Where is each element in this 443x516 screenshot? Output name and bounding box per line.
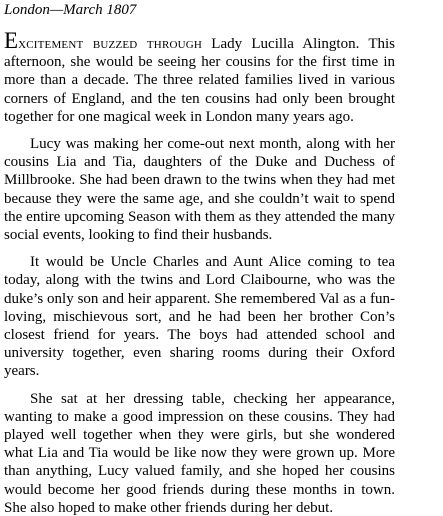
- paragraph-1-text: Lady Lucilla Alington. This afternoon, she would be seeing her cousins for the first time in more than a decade. The three related families lived in various corners of England, and the ten cousins had only been brought together for one magical week in London many years ago.: [4, 36, 395, 125]
- paragraph-1: [4, 28, 395, 126]
- paragraph-4: She sat at her dressing table, checking her appearance, wanting to make a good impression on these cousins. They had played well together when they were girls, but she wondered what Lia and Tia would be like now they were grown up. More than anything, Lucy valued family, and she hoped her cousins would become her good friends during these months in town. She also hoped to make other friends during her debut.: [4, 390, 395, 516]
- chapter-heading: London—March 1807: [4, 2, 137, 18]
- paragraph-3: It would be Uncle Charles and Aunt Alice coming to tea today, along with the twins and Lord Claibourne, who was the duke’s only son and heir apparent. She remembered Val as a fun-loving, mischievous sort, and he had been her brother Con’s closest friend for years. The boys had attended school and university together, even sharing rooms during their Oxford years.: [4, 254, 395, 380]
- body-text: [4, 28, 395, 516]
- drop-cap: E: [4, 28, 19, 53]
- paragraph-2: Lucy was making her come-out next month, along with her cousins Lia and Tia, daughters of the Duke and Duchess of Millbrooke. She had been drawn to the twins when they had met because they were the same age, and she couldn’t wait to spend the entire upcoming Season with them as they attended the many social events, looking to find their husbands.: [4, 136, 395, 244]
- opening-small-caps: xcitement buzzed through: [18, 36, 203, 52]
